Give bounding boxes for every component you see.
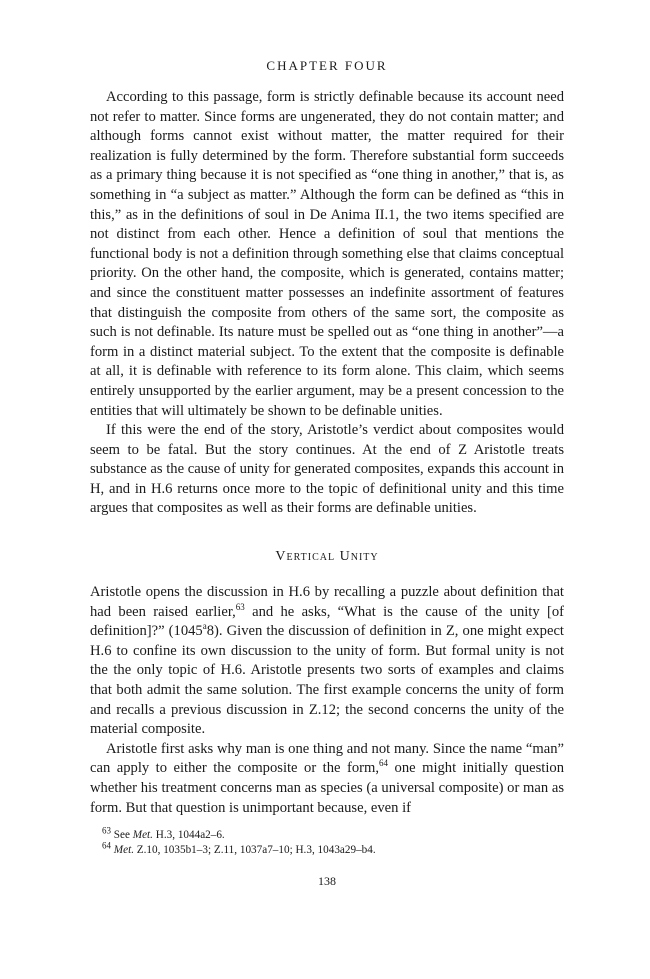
body-paragraph-3 — [90, 583, 564, 740]
footnote-pre: See — [111, 829, 133, 842]
running-head: CHAPTER FOUR — [266, 58, 388, 73]
para3-text-c: 8). Given the discussion of definition in Z, one might expect H.6 to confine its own discussion to the unity of form. But formal unity is not the the only topic of H.6. Aristotle presents two sorts of examples and claims that both admit the same solution. The first example concerns the unity of form and recalls a previous discussion in Z.12; the second concerns the unity of the material composite. — [90, 623, 564, 738]
footnote-text: H.3, 1044a2–6. — [152, 829, 225, 842]
body-paragraph-1: According to this passage, form is strictly definable because its account need not refer to matter. Since forms are ungenerated, they do not contain matter; and although forms cannot exist without matter, the matter required for their realization is fully determined by the form. Therefore substantial form succeeds as a primary thing because it is not specified as “one thing in another,” that is, as something in “a subject as matter.” Although the form can be defined as “this in this,” as in the definitions of soul in De Anima II.1, the two items specified are not distinct from each other. Hence a definition of soul that mentions the functional body is not a definition through something else that claims conceptual priority. On the other hand, the composite, which is generated, contains matter; and since the constituent matter possesses an indefinite assortment of features that distinguish the composite from others of the same sort, the composite as such is not definable. Its nature must be spelled out as “one thing in another”—a form in a distinct material subject. To the extent that the composite is definable at all, it is definable with reference to its form alone. This claim, which seems entirely unsupported by the earlier argument, may be a present concession to the entities that will ultimately be shown to be definable unities. — [90, 89, 564, 419]
para3-text-a: Aristotle opens the discussion in H.6 by recalling a puzzle about definition that had been raised earlier, — [90, 584, 564, 620]
page-number: 138 — [318, 874, 336, 889]
footnote-text: Z.10, 1035b1–3; Z.11, 1037a7–10; H.3, 1043a29–b4. — [134, 844, 376, 857]
book-page — [90, 58, 564, 889]
body-paragraph-2: If this were the end of the story, Aristotle’s verdict about composites would seem to be fatal. But the story continues. At the end of Z Aristotle treats substance as the cause of unity for generated composites, expands this account in H, and in H.6 returns once more to the topic of definitional unity and this time argues that composites as well as their forms are definable unities. — [90, 422, 564, 517]
footnote-63 — [90, 825, 564, 843]
section-heading: Vertical Unity — [275, 549, 379, 565]
footnote-ref-64: 64 — [379, 758, 389, 769]
para4-text-b: one might initially question whether his treatment concerns man as species (a universal composite) or man as form. But that question is unimportant because, even if — [90, 760, 564, 816]
para3-text-b: and he asks, “What is the cause of the unity [of definition]?” (1045 — [90, 603, 564, 640]
footnote-ref-63: 63 — [235, 601, 245, 612]
footnote-number: 64 — [102, 840, 111, 851]
footnote-64 — [90, 840, 564, 858]
footnote-work-title: Met. — [132, 829, 153, 842]
footnotes — [90, 825, 564, 858]
footnote-work-title: Met. — [113, 844, 134, 857]
superscript-a: a — [202, 621, 207, 632]
para4-text-a: Aristotle first asks why man is one thing and not many. Since the name “man” can apply to either the composite or the form, — [90, 740, 564, 777]
footnote-number: 63 — [102, 825, 111, 836]
body-paragraph-4 — [90, 740, 564, 818]
